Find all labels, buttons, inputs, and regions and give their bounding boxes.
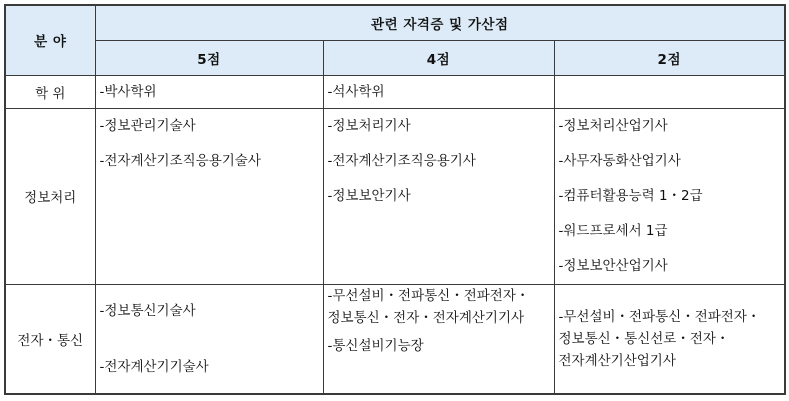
cell-5-points <box>95 108 323 284</box>
header-field: 분 야 <box>5 5 95 75</box>
cert-item: -정보보안기사 <box>327 187 411 204</box>
table-row-electronics-communications <box>5 284 785 394</box>
cert-item: -정보통신기술사 <box>99 302 196 319</box>
cell-2-points <box>554 75 785 108</box>
cert-item: -워드프로세서 1급 <box>558 222 668 239</box>
cert-item: -무선설비・전파통신・전파전자・정보통신・통신선로・전자・전자계산기산업기사 <box>558 308 761 369</box>
field-label: 학 위 <box>5 75 95 108</box>
cert-item: -정보관리기술사 <box>99 117 196 134</box>
header-points-5: 5점 <box>95 40 323 75</box>
header-points-4: 4점 <box>323 40 554 75</box>
cell-2-points <box>554 284 785 394</box>
table-row-info-processing <box>5 108 785 284</box>
cert-item: -전자계산기기술사 <box>99 358 209 375</box>
header-row-points <box>5 40 785 75</box>
table-row-degree <box>5 75 785 108</box>
cell-2-points <box>554 108 785 284</box>
field-label: 정보처리 <box>5 108 95 284</box>
cert-item: -정보처리기사 <box>327 117 411 134</box>
cert-item: -통신설비기능장 <box>327 337 424 354</box>
cert-item: -전자계산기조직응용기사 <box>327 152 476 169</box>
cert-item: -컴퓨터활용능력 1・2급 <box>558 187 703 204</box>
cell-4-points <box>323 108 554 284</box>
cert-item: -정보처리산업기사 <box>558 117 668 134</box>
cert-item: -정보보안산업기사 <box>558 257 668 274</box>
cert-item: -박사학위 <box>99 83 157 100</box>
header-certs-group: 관련 자격증 및 가산점 <box>95 5 785 40</box>
header-points-2: 2점 <box>554 40 785 75</box>
header-row-top <box>5 5 785 40</box>
cell-4-points <box>323 284 554 394</box>
cert-item: -사무자동화산업기사 <box>558 152 681 169</box>
cert-item: -무선설비・전파통신・전파전자・정보통신・전자・전자계산기기사 <box>327 287 530 326</box>
cell-4-points <box>323 75 554 108</box>
cell-5-points <box>95 75 323 108</box>
cert-item: -전자계산기조직응용기술사 <box>99 152 261 169</box>
certification-points-table <box>4 4 786 395</box>
cell-5-points <box>95 284 323 394</box>
certification-table-container <box>4 4 784 397</box>
cert-item: -석사학위 <box>327 83 385 100</box>
field-label: 전자・통신 <box>5 284 95 394</box>
